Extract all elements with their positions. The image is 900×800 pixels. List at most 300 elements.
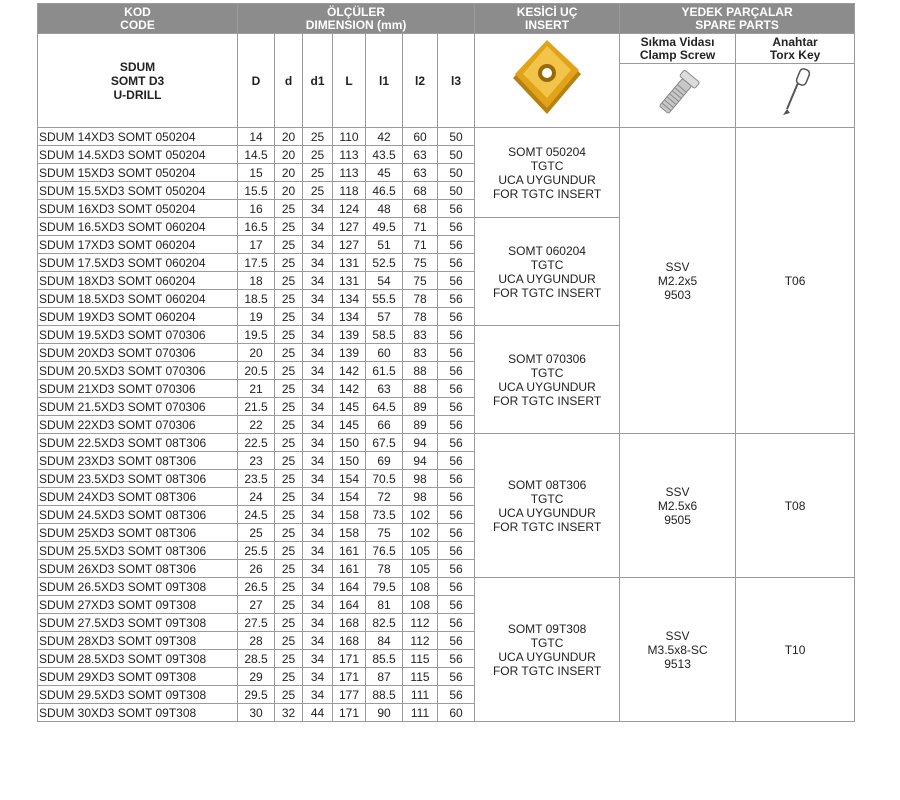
dim-cell-l1: 84 <box>366 632 403 650</box>
product-code-cell: SDUM 25.5XD3 SOMT 08T306 <box>38 542 238 560</box>
dim-cell-d: 20 <box>275 146 303 164</box>
dim-cell-D: 24.5 <box>238 506 275 524</box>
dim-cell-d1: 34 <box>303 650 333 668</box>
dim-cell-l2: 63 <box>403 146 438 164</box>
dim-cell-l2: 88 <box>403 380 438 398</box>
dim-cell-d1: 34 <box>303 218 333 236</box>
dim-cell-l1: 60 <box>366 344 403 362</box>
dim-cell-l3: 56 <box>438 524 475 542</box>
dim-cell-l3: 56 <box>438 308 475 326</box>
dim-cell-L: 171 <box>333 650 366 668</box>
insert-group-cell <box>475 128 620 218</box>
col-header-D: D <box>238 34 275 128</box>
dim-cell-d: 20 <box>275 182 303 200</box>
dim-cell-D: 27.5 <box>238 614 275 632</box>
dim-cell-L: 161 <box>333 542 366 560</box>
dim-cell-D: 20.5 <box>238 362 275 380</box>
dim-cell-l3: 56 <box>438 254 475 272</box>
dim-cell-d1: 34 <box>303 542 333 560</box>
dim-cell-l1: 49.5 <box>366 218 403 236</box>
dim-cell-d1: 34 <box>303 506 333 524</box>
dim-cell-D: 30 <box>238 704 275 722</box>
dim-cell-l1: 76.5 <box>366 542 403 560</box>
dim-cell-D: 26 <box>238 560 275 578</box>
dim-cell-L: 177 <box>333 686 366 704</box>
dim-cell-l2: 68 <box>403 200 438 218</box>
clamp-screw-line: M3.5x8-SC <box>647 642 708 657</box>
dim-cell-L: 131 <box>333 272 366 290</box>
dim-cell-d: 25 <box>275 506 303 524</box>
product-code-cell: SDUM 25XD3 SOMT 08T306 <box>38 524 238 542</box>
dim-cell-l2: 60 <box>403 128 438 146</box>
dim-cell-L: 134 <box>333 290 366 308</box>
product-code-cell: SDUM 28XD3 SOMT 09T308 <box>38 632 238 650</box>
dim-cell-L: 145 <box>333 398 366 416</box>
dim-cell-l3: 56 <box>438 218 475 236</box>
insert-group-line: UCA UYGUNDUR <box>498 505 596 520</box>
dim-cell-d: 25 <box>275 470 303 488</box>
insert-group-line: TGTC <box>530 158 564 173</box>
dim-cell-d: 25 <box>275 596 303 614</box>
dim-cell-D: 22 <box>238 416 275 434</box>
dim-cell-l2: 71 <box>403 218 438 236</box>
dim-cell-d1: 44 <box>303 704 333 722</box>
dim-cell-d: 25 <box>275 632 303 650</box>
insert-group-line: SOMT 08T306 <box>507 477 587 492</box>
dim-cell-l3: 56 <box>438 596 475 614</box>
dim-cell-L: 171 <box>333 668 366 686</box>
dim-cell-L: 164 <box>333 596 366 614</box>
dim-cell-D: 21 <box>238 380 275 398</box>
dim-cell-l1: 45 <box>366 164 403 182</box>
insert-group-line: UCA UYGUNDUR <box>498 379 596 394</box>
dim-cell-d: 25 <box>275 344 303 362</box>
dim-cell-D: 22.5 <box>238 434 275 452</box>
product-code-cell: SDUM 15.5XD3 SOMT 050204 <box>38 182 238 200</box>
dim-cell-l3: 50 <box>438 182 475 200</box>
insert-group-line: SOMT 070306 <box>508 351 586 366</box>
dim-cell-l1: 69 <box>366 452 403 470</box>
dim-cell-l2: 115 <box>403 650 438 668</box>
dim-cell-d: 25 <box>275 524 303 542</box>
dim-cell-l3: 56 <box>438 506 475 524</box>
dim-cell-l2: 68 <box>403 182 438 200</box>
product-code-cell: SDUM 14.5XD3 SOMT 050204 <box>38 146 238 164</box>
dim-cell-l1: 75 <box>366 524 403 542</box>
dim-cell-d1: 34 <box>303 488 333 506</box>
dim-cell-d: 25 <box>275 200 303 218</box>
dim-cell-l2: 83 <box>403 344 438 362</box>
dim-cell-l1: 43.5 <box>366 146 403 164</box>
insert-group-cell <box>475 434 620 578</box>
dim-cell-D: 28.5 <box>238 650 275 668</box>
dim-cell-D: 17.5 <box>238 254 275 272</box>
torx-key-cell: T06 <box>736 128 855 434</box>
dim-cell-l3: 56 <box>438 434 475 452</box>
dim-cell-d: 25 <box>275 650 303 668</box>
dim-cell-l3: 56 <box>438 452 475 470</box>
dim-cell-D: 14 <box>238 128 275 146</box>
insert-group-line: TGTC <box>530 491 564 506</box>
dim-cell-d1: 34 <box>303 254 333 272</box>
dim-cell-l2: 75 <box>403 254 438 272</box>
dim-cell-d1: 34 <box>303 452 333 470</box>
dim-cell-d1: 34 <box>303 434 333 452</box>
dim-cell-d: 25 <box>275 290 303 308</box>
dim-cell-d1: 34 <box>303 344 333 362</box>
dim-cell-d: 25 <box>275 452 303 470</box>
dim-cell-l3: 56 <box>438 362 475 380</box>
dim-cell-l2: 98 <box>403 488 438 506</box>
dim-cell-l1: 79.5 <box>366 578 403 596</box>
dim-cell-l2: 112 <box>403 632 438 650</box>
clamp-screw-line: M2.2x5 <box>657 273 698 288</box>
dim-cell-d: 25 <box>275 218 303 236</box>
dim-cell-L: 124 <box>333 200 366 218</box>
dim-cell-l2: 105 <box>403 542 438 560</box>
dim-cell-d: 25 <box>275 416 303 434</box>
dim-cell-L: 142 <box>333 362 366 380</box>
dim-cell-l1: 78 <box>366 560 403 578</box>
code-group-header: KOD CODE <box>38 4 238 34</box>
dim-cell-D: 23 <box>238 452 275 470</box>
insert-group-line: UCA UYGUNDUR <box>498 271 596 286</box>
product-code-cell: SDUM 22.5XD3 SOMT 08T306 <box>38 434 238 452</box>
dim-cell-D: 27 <box>238 596 275 614</box>
col-header-l1: l1 <box>366 34 403 128</box>
dim-cell-l2: 102 <box>403 506 438 524</box>
clamp-screw-line: SSV <box>665 484 690 499</box>
dim-cell-D: 25.5 <box>238 542 275 560</box>
dim-cell-l3: 56 <box>438 542 475 560</box>
insert-group-line: FOR TGTC INSERT <box>492 393 602 408</box>
torx-key-picture <box>736 64 855 128</box>
insert-group-cell <box>475 578 620 722</box>
clamp-screw-line: M2.5x6 <box>657 498 698 513</box>
dim-cell-l2: 71 <box>403 236 438 254</box>
dim-cell-l1: 63 <box>366 380 403 398</box>
dim-cell-l1: 81 <box>366 596 403 614</box>
dim-cell-l3: 56 <box>438 668 475 686</box>
dim-cell-d: 20 <box>275 164 303 182</box>
insert-group-line: SOMT 060204 <box>508 243 586 258</box>
clamp-screw-cell <box>620 128 736 434</box>
dim-cell-l3: 56 <box>438 578 475 596</box>
dim-cell-L: 110 <box>333 128 366 146</box>
dim-cell-L: 164 <box>333 578 366 596</box>
dim-cell-L: 142 <box>333 380 366 398</box>
dim-cell-l1: 51 <box>366 236 403 254</box>
dim-cell-L: 134 <box>333 308 366 326</box>
dim-cell-l1: 73.5 <box>366 506 403 524</box>
clamp-screw-cell <box>620 578 736 722</box>
dim-cell-d1: 34 <box>303 614 333 632</box>
clamp-screw-line: SSV <box>665 628 690 643</box>
dim-cell-d1: 34 <box>303 272 333 290</box>
dim-cell-l3: 56 <box>438 632 475 650</box>
dim-cell-l3: 56 <box>438 614 475 632</box>
dim-cell-d1: 34 <box>303 200 333 218</box>
product-code-cell: SDUM 18XD3 SOMT 060204 <box>38 272 238 290</box>
product-code-cell: SDUM 17.5XD3 SOMT 060204 <box>38 254 238 272</box>
product-code-cell: SDUM 28.5XD3 SOMT 09T308 <box>38 650 238 668</box>
dim-cell-l2: 75 <box>403 272 438 290</box>
dim-cell-l3: 56 <box>438 650 475 668</box>
dim-cell-L: 150 <box>333 434 366 452</box>
insert-group-line: FOR TGTC INSERT <box>492 663 602 678</box>
dim-cell-d: 25 <box>275 254 303 272</box>
dim-cell-d: 25 <box>275 272 303 290</box>
dim-cell-l3: 60 <box>438 704 475 722</box>
dim-cell-L: 150 <box>333 452 366 470</box>
dim-cell-d: 32 <box>275 704 303 722</box>
dim-cell-l2: 89 <box>403 398 438 416</box>
dim-cell-l3: 56 <box>438 200 475 218</box>
dim-cell-D: 26.5 <box>238 578 275 596</box>
clamp-screw-icon <box>648 65 708 121</box>
dim-cell-D: 23.5 <box>238 470 275 488</box>
dim-cell-L: 127 <box>333 218 366 236</box>
dim-cell-l3: 56 <box>438 416 475 434</box>
drill-spec-sheet <box>37 3 854 722</box>
insert-group-line: SOMT 050204 <box>508 144 586 159</box>
dim-cell-d1: 34 <box>303 398 333 416</box>
spec-table <box>37 3 855 722</box>
dim-cell-l2: 105 <box>403 560 438 578</box>
col-header-l3: l3 <box>438 34 475 128</box>
col-header-d1: d1 <box>303 34 333 128</box>
product-code-cell: SDUM 17XD3 SOMT 060204 <box>38 236 238 254</box>
dim-cell-l1: 72 <box>366 488 403 506</box>
dim-cell-D: 16 <box>238 200 275 218</box>
insert-picture <box>475 34 620 128</box>
dim-cell-L: 113 <box>333 146 366 164</box>
table-row <box>38 128 855 146</box>
dim-cell-D: 24 <box>238 488 275 506</box>
dim-cell-d: 25 <box>275 308 303 326</box>
dim-cell-d1: 25 <box>303 182 333 200</box>
dim-cell-l3: 56 <box>438 272 475 290</box>
dim-cell-D: 19.5 <box>238 326 275 344</box>
dim-cell-L: 158 <box>333 524 366 542</box>
dim-cell-d1: 34 <box>303 560 333 578</box>
insert-group-line: TGTC <box>530 635 564 650</box>
dim-cell-d1: 34 <box>303 416 333 434</box>
dim-cell-l1: 88.5 <box>366 686 403 704</box>
dim-cell-D: 18.5 <box>238 290 275 308</box>
dim-cell-l2: 78 <box>403 308 438 326</box>
dim-cell-d: 25 <box>275 614 303 632</box>
spare-parts-group-header: YEDEK PARÇALAR SPARE PARTS <box>620 4 855 34</box>
dim-cell-d1: 34 <box>303 308 333 326</box>
dim-cell-L: 139 <box>333 326 366 344</box>
dim-cell-l3: 56 <box>438 686 475 704</box>
product-code-cell: SDUM 30XD3 SOMT 09T308 <box>38 704 238 722</box>
insert-group-header: KESİCİ UÇ INSERT <box>475 4 620 34</box>
clamp-screw-line: 9505 <box>664 512 691 527</box>
dim-cell-l1: 64.5 <box>366 398 403 416</box>
dim-cell-l3: 56 <box>438 560 475 578</box>
col-header-d: d <box>275 34 303 128</box>
product-code-cell: SDUM 26.5XD3 SOMT 09T308 <box>38 578 238 596</box>
dim-cell-D: 29.5 <box>238 686 275 704</box>
dim-cell-d1: 25 <box>303 128 333 146</box>
insert-group-line: TGTC <box>530 365 564 380</box>
dim-cell-l3: 56 <box>438 470 475 488</box>
dim-cell-d1: 34 <box>303 668 333 686</box>
dim-cell-l1: 66 <box>366 416 403 434</box>
dim-cell-d1: 34 <box>303 578 333 596</box>
insert-group-line: SOMT 09T308 <box>507 621 587 636</box>
dim-cell-l1: 82.5 <box>366 614 403 632</box>
dim-cell-d: 25 <box>275 398 303 416</box>
dim-cell-l2: 102 <box>403 524 438 542</box>
dim-cell-d: 25 <box>275 488 303 506</box>
product-code-cell: SDUM 15XD3 SOMT 050204 <box>38 164 238 182</box>
clamp-screw-picture <box>620 64 736 128</box>
dim-cell-l1: 87 <box>366 668 403 686</box>
dim-cell-l3: 50 <box>438 128 475 146</box>
product-code-cell: SDUM 27.5XD3 SOMT 09T308 <box>38 614 238 632</box>
dim-cell-l2: 111 <box>403 686 438 704</box>
dim-cell-l1: 61.5 <box>366 362 403 380</box>
dim-cell-d1: 34 <box>303 632 333 650</box>
product-code-cell: SDUM 26XD3 SOMT 08T306 <box>38 560 238 578</box>
dim-cell-l2: 94 <box>403 452 438 470</box>
dim-cell-l1: 67.5 <box>366 434 403 452</box>
dim-cell-L: 158 <box>333 506 366 524</box>
dim-cell-l2: 89 <box>403 416 438 434</box>
clamp-screw-line: SSV <box>665 259 690 274</box>
dim-cell-d1: 34 <box>303 236 333 254</box>
dim-cell-l1: 58.5 <box>366 326 403 344</box>
dim-cell-D: 18 <box>238 272 275 290</box>
dim-cell-d1: 34 <box>303 326 333 344</box>
torx-key-cell: T08 <box>736 434 855 578</box>
dim-cell-d: 25 <box>275 560 303 578</box>
spec-table-body <box>38 128 855 722</box>
square-insert-icon <box>507 38 587 118</box>
product-code-cell: SDUM 23.5XD3 SOMT 08T306 <box>38 470 238 488</box>
dim-cell-d: 25 <box>275 236 303 254</box>
insert-group-line: UCA UYGUNDUR <box>498 649 596 664</box>
dim-cell-D: 17 <box>238 236 275 254</box>
dim-cell-D: 28 <box>238 632 275 650</box>
dim-cell-D: 19 <box>238 308 275 326</box>
table-row <box>38 434 855 452</box>
torx-key-header: Anahtar Torx Key <box>736 34 855 64</box>
dim-cell-l2: 78 <box>403 290 438 308</box>
clamp-screw-cell <box>620 434 736 578</box>
dim-cell-l1: 48 <box>366 200 403 218</box>
product-code-cell: SDUM 21.5XD3 SOMT 070306 <box>38 398 238 416</box>
insert-group-line: FOR TGTC INSERT <box>492 519 602 534</box>
dim-cell-L: 145 <box>333 416 366 434</box>
dim-cell-d: 20 <box>275 128 303 146</box>
insert-group-line: FOR TGTC INSERT <box>492 186 602 201</box>
dim-cell-d: 25 <box>275 380 303 398</box>
clamp-screw-header: Sıkma Vidası Clamp Screw <box>620 34 736 64</box>
product-code-cell: SDUM 27XD3 SOMT 09T308 <box>38 596 238 614</box>
dim-cell-l3: 56 <box>438 326 475 344</box>
product-code-cell: SDUM 14XD3 SOMT 050204 <box>38 128 238 146</box>
dim-cell-d: 25 <box>275 542 303 560</box>
product-code-cell: SDUM 21XD3 SOMT 070306 <box>38 380 238 398</box>
dim-cell-l2: 108 <box>403 578 438 596</box>
product-code-cell: SDUM 24XD3 SOMT 08T306 <box>38 488 238 506</box>
dim-cell-l3: 56 <box>438 380 475 398</box>
insert-group-cell <box>475 218 620 326</box>
dim-cell-D: 14.5 <box>238 146 275 164</box>
product-code-cell: SDUM 19.5XD3 SOMT 070306 <box>38 326 238 344</box>
product-code-cell: SDUM 22XD3 SOMT 070306 <box>38 416 238 434</box>
dim-cell-l1: 70.5 <box>366 470 403 488</box>
product-code-cell: SDUM 16XD3 SOMT 050204 <box>38 200 238 218</box>
col-header-l2: l2 <box>403 34 438 128</box>
dim-cell-D: 25 <box>238 524 275 542</box>
dim-cell-l1: 57 <box>366 308 403 326</box>
dim-cell-L: 168 <box>333 632 366 650</box>
dim-cell-D: 29 <box>238 668 275 686</box>
dim-cell-l3: 56 <box>438 398 475 416</box>
dim-cell-d1: 34 <box>303 470 333 488</box>
product-code-cell: SDUM 19XD3 SOMT 060204 <box>38 308 238 326</box>
dimension-group-header: ÖLÇÜLER DIMENSION (mm) <box>238 4 475 34</box>
insert-group-line: TGTC <box>530 257 564 272</box>
dim-cell-l1: 52.5 <box>366 254 403 272</box>
product-code-cell: SDUM 29XD3 SOMT 09T308 <box>38 668 238 686</box>
product-code-cell: SDUM 24.5XD3 SOMT 08T306 <box>38 506 238 524</box>
dim-cell-D: 15.5 <box>238 182 275 200</box>
product-code-cell: SDUM 23XD3 SOMT 08T306 <box>38 452 238 470</box>
torx-key-cell: T10 <box>736 578 855 722</box>
dim-cell-L: 161 <box>333 560 366 578</box>
dim-cell-d1: 34 <box>303 686 333 704</box>
dim-cell-l2: 112 <box>403 614 438 632</box>
dim-cell-L: 127 <box>333 236 366 254</box>
insert-group-line: UCA UYGUNDUR <box>498 172 596 187</box>
col-header-L: L <box>333 34 366 128</box>
torx-key-icon <box>765 65 825 121</box>
product-code-cell: SDUM 20.5XD3 SOMT 070306 <box>38 362 238 380</box>
dim-cell-d: 25 <box>275 434 303 452</box>
dim-cell-l3: 56 <box>438 488 475 506</box>
dim-cell-d: 25 <box>275 686 303 704</box>
insert-group-line: FOR TGTC INSERT <box>492 285 602 300</box>
dim-cell-L: 154 <box>333 488 366 506</box>
insert-group-cell <box>475 326 620 434</box>
dim-cell-l3: 56 <box>438 290 475 308</box>
product-code-cell: SDUM 29.5XD3 SOMT 09T308 <box>38 686 238 704</box>
dim-cell-D: 21.5 <box>238 398 275 416</box>
dim-cell-l3: 50 <box>438 146 475 164</box>
dim-cell-l2: 108 <box>403 596 438 614</box>
dim-cell-d: 25 <box>275 578 303 596</box>
dim-cell-l3: 50 <box>438 164 475 182</box>
dim-cell-d1: 25 <box>303 164 333 182</box>
product-code-cell: SDUM 18.5XD3 SOMT 060204 <box>38 290 238 308</box>
dim-cell-l3: 56 <box>438 236 475 254</box>
dim-cell-D: 15 <box>238 164 275 182</box>
dim-cell-d: 25 <box>275 326 303 344</box>
dim-cell-l2: 88 <box>403 362 438 380</box>
dim-cell-l1: 42 <box>366 128 403 146</box>
product-code-cell: SDUM 16.5XD3 SOMT 060204 <box>38 218 238 236</box>
code-description-header: SDUM SOMT D3 U-DRILL <box>38 34 238 128</box>
dim-cell-L: 171 <box>333 704 366 722</box>
clamp-screw-line: 9513 <box>664 656 691 671</box>
dim-cell-l1: 55.5 <box>366 290 403 308</box>
